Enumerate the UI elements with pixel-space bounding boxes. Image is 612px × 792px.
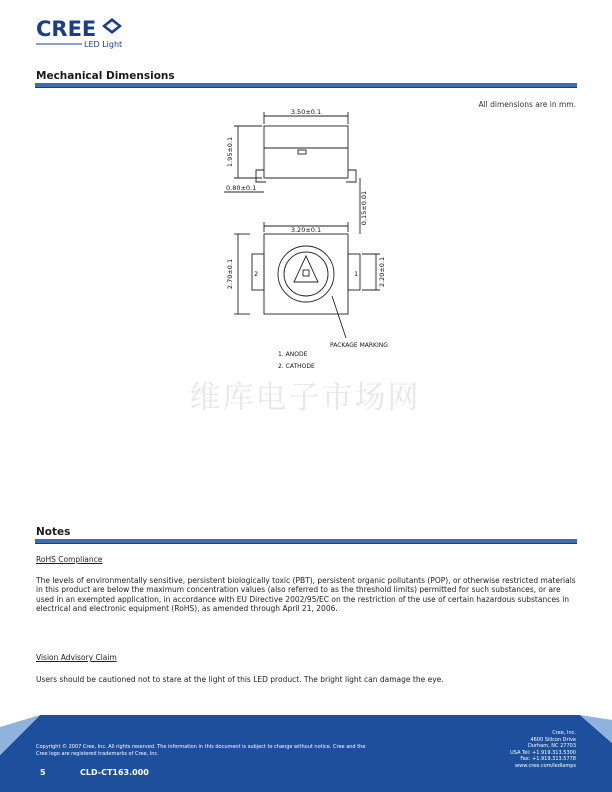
- package-marking-label: PACKAGE MARKING: [330, 342, 388, 349]
- section-rule: [35, 83, 577, 88]
- copyright-line-1: Copyright © 2007 Cree, Inc. All rights reserved. The information in this document is subject to change without notice. Cree and the: [36, 744, 366, 750]
- dim-thickness: 0.15±0.01: [360, 190, 368, 226]
- address-line: Cree, Inc.: [552, 730, 576, 736]
- side-view: [224, 112, 360, 234]
- address-block: [510, 730, 576, 769]
- dim-body-height: 2.70±0.1: [226, 258, 234, 290]
- dim-lead: 0.80±0.1: [226, 184, 257, 192]
- rohs-heading: RoHS Compliance: [36, 555, 103, 564]
- pin-label-1: 1: [354, 270, 359, 278]
- address-line: Fax: +1.919.313.5778: [520, 756, 576, 762]
- page-number: 5: [40, 768, 46, 777]
- vision-heading: Vision Advisory Claim: [36, 653, 117, 662]
- pin-label-2: 2: [254, 270, 259, 278]
- address-line: USA Tel: +1.919.313.5300: [510, 749, 576, 756]
- doc-id: CLD-CT163.000: [80, 768, 149, 777]
- cree-logo: [34, 14, 144, 54]
- legend-anode: 1. ANODE: [278, 351, 308, 358]
- logo-subtitle: LED Light: [84, 40, 123, 49]
- address-line[interactable]: www.cree.com/ledlamps: [515, 762, 576, 769]
- vision-paragraph: Users should be cautioned not to stare at the light of this LED product. The bright light can damage the eye.: [36, 675, 444, 684]
- logo-wordmark: CREE: [36, 17, 97, 41]
- top-view: [234, 222, 380, 338]
- dim-top-width: 3.50±0.1: [290, 108, 322, 116]
- rohs-paragraph: The levels of environmentally sensitive, persistent biologically toxic (PBT), persistent organic pollutants (POP), or otherwise restricted materials in this product are below the maximum concentration values (also referred to as the threshold limits) permitted for such substances, or are used in an exempted application, in accordance with EU Directive 2002/95/EC on the restriction of the use of certain hazardous substances in electrical and electronic equipment (RoHS), as amended through April 21, 2006.: [36, 576, 576, 614]
- address-line: 4600 Silicon Drive: [530, 736, 576, 743]
- copyright-line-2: Cree logo are registered trademarks of Cree, Inc.: [36, 751, 159, 757]
- section-title-mechanical: Mechanical Dimensions: [36, 70, 175, 82]
- section-title-notes: Notes: [36, 526, 71, 538]
- legend-cathode: 2. CATHODE: [278, 363, 315, 370]
- address-line: Durham, NC 27703: [528, 743, 576, 749]
- watermark: 维库电子市场网: [189, 380, 421, 416]
- notes-rule: [35, 539, 577, 544]
- dim-height: 1.95±0.1: [226, 136, 234, 168]
- units-note: All dimensions are in mm.: [478, 100, 576, 109]
- dim-body-width: 3.20±0.1: [290, 226, 322, 234]
- dim-pad-height: 2.20±0.1: [378, 256, 386, 288]
- mechanical-drawing: [220, 104, 400, 374]
